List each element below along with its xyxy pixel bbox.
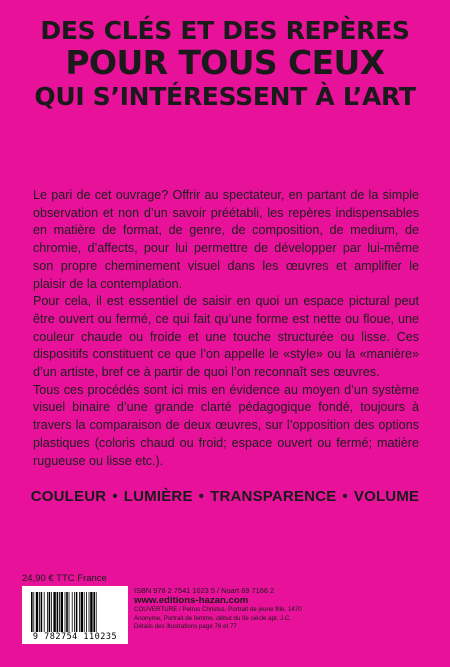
keyword-separator: •: [198, 488, 205, 505]
blurb-paragraph-1: Le pari de cet ouvrage? Offrir au spectateur, en partant de la simple observation et non d’un savoir préétabli, les repères indispensables en matière de format, de genre, de composition, de medium, de chromie, d’affects, pour lui permettre de développer par lui-même son propre cheminement visuel dans les œuvres et amplifier le plaisir de la contemplation.: [33, 188, 419, 291]
credit-line-3: Détails des illustrations page 76 et 77: [134, 623, 237, 631]
keyword-list: [0, 488, 450, 505]
headline-line-1: DES CLÉS ET DES REPÈRES: [40, 16, 410, 45]
barcode-bars-icon: [30, 592, 120, 632]
blurb-paragraph-3: Tous ces procédés sont ici mis en évidence au moyen d’un système visuel binaire d’une grande clarté pédagogique fondé, toujours à travers la comparaison de deux œuvres, sur l’opposition des options plastiques (coloris chaud ou froid; espace ouvert ou fermé; matière rugueuse ou lisse etc.).: [33, 382, 419, 468]
price: 24,90 € TTC France: [22, 573, 107, 584]
keyword-transparence: TRANSPARENCE: [210, 488, 337, 505]
keyword-couleur: COULEUR: [30, 488, 107, 505]
headline: [0, 18, 450, 110]
isbn-line: ISBN 978 2 7541 1023 5 / Nuart 69 7166 2: [134, 586, 275, 595]
keyword-volume: VOLUME: [353, 488, 420, 505]
headline-line-3: QUI S’INTÉRESSENT À L’ART: [34, 81, 416, 111]
credit-line-1: COUVERTURE / Petrus Christus, Portrait de jeune fille, 1470: [134, 606, 302, 614]
barcode: [22, 586, 128, 644]
headline-line-2: POUR TOUS CEUX: [65, 43, 385, 83]
blurb-paragraph-2: Pour cela, il est essentiel de saisir en quoi un espace pictural peut être ouvert ou fermé, ce qui fait qu’une forme est nette ou floue, une couleur chaude ou froide et une touche structurée ou lisse. Ces dispositifs constituent ce que l’on appelle le «style» ou la «manière» d’un artiste, bref ce à partir de quoi l’on reconnaît ses œuvres.: [33, 294, 419, 380]
credit-line-2: Anonyme, Portrait de femme, début du IIe siècle apr. J.C.: [134, 614, 292, 622]
publisher-info: [134, 587, 434, 632]
blurb: [33, 187, 419, 470]
website-link[interactable]: www.editions-hazan.com: [134, 594, 249, 606]
keyword-separator: •: [112, 488, 118, 505]
keyword-separator: •: [342, 488, 348, 505]
barcode-number: 9 782754 110235: [32, 632, 118, 642]
keyword-lumiere: LUMIÈRE: [123, 488, 193, 505]
